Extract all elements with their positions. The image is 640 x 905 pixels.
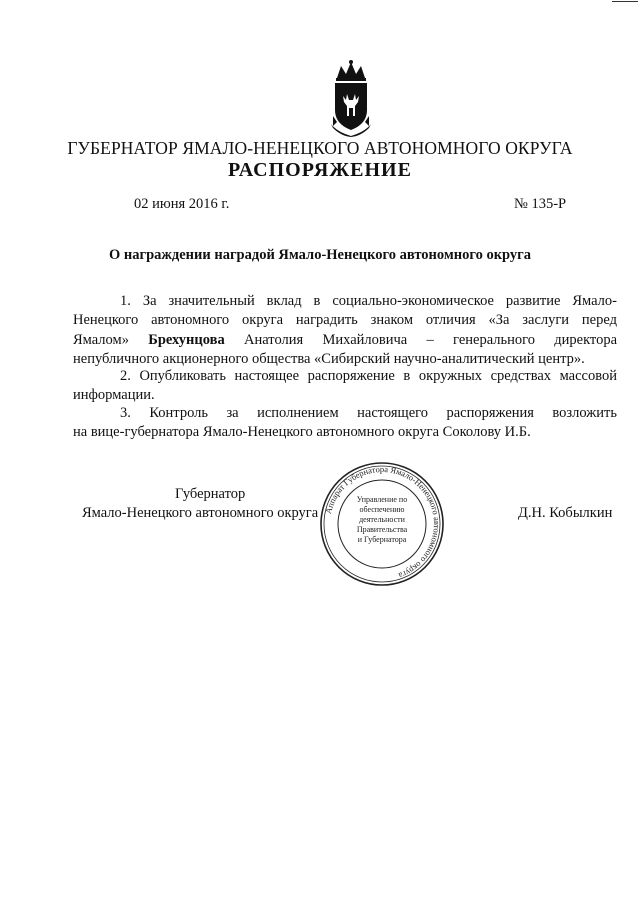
paragraph-1-line-4: непубличного акционерного общества «Сибирский научно-аналитический центр».: [73, 350, 585, 367]
scan-mark: [612, 1, 638, 2]
document-number: № 135-Р: [514, 196, 567, 212]
paragraph-3-line-2: на вице-губернатора Ямало-Ненецкого автономного округа Соколову И.Б.: [73, 424, 531, 441]
issuing-authority: ГУБЕРНАТОР ЯМАЛО-НЕНЕЦКОГО АВТОНОМНОГО ОКРУГА: [67, 138, 573, 158]
stamp-inner-line-3: деятельности: [359, 515, 405, 524]
official-stamp: [318, 460, 446, 588]
paragraph-1: [73, 292, 617, 369]
stamp-outer-text: Аппарат Губернатора Ямало-Ненецкого автономного округа: [323, 463, 443, 581]
signatory-title: Губернатор: [175, 486, 246, 502]
paragraph-2-line-2: информации.: [73, 387, 155, 404]
paragraph-1-line-2: Ненецкого автономного округа наградить знаком отличия «За заслуги перед: [73, 312, 617, 329]
stamp-inner-line-5: и Губернатора: [357, 535, 407, 544]
stamp-inner-line-1: Управление по: [356, 495, 408, 504]
paragraph-3: [73, 404, 617, 443]
coat-of-arms-emblem: [327, 58, 375, 138]
paragraph-3-line-1: 3. Контроль за исполнением настоящего распоряжения возложить: [120, 405, 617, 421]
paragraph-1-line-3-start: Ямалом»: [73, 331, 129, 348]
signatory-name: Д.Н. Кобылкин: [518, 505, 613, 521]
document-date: 02 июня 2016 г.: [134, 196, 230, 212]
paragraph-1-line-3-end: Анатолия Михайловича – генерального директора: [244, 331, 618, 348]
paragraph-2: [73, 367, 617, 406]
paragraph-1-line-1: 1. За значительный вклад в социально-экономическое развитие Ямало-: [120, 293, 617, 309]
stamp-inner-line-4: Правительства: [356, 525, 408, 534]
paragraph-1-line-3: [73, 331, 617, 350]
document-subject: О награждении наградой Ямало-Ненецкого автономного округа: [108, 247, 532, 263]
stamp-inner-line-2: обеспечению: [359, 505, 405, 514]
signatory-organization: Ямало-Ненецкого автономного округа: [82, 505, 319, 521]
paragraph-2-line-1: 2. Опубликовать настоящее распоряжение в окружных средствах массовой: [120, 368, 617, 384]
awardee-surname: Брехунцова: [148, 331, 225, 348]
document-type-title: РАСПОРЯЖЕНИЕ: [228, 159, 412, 181]
